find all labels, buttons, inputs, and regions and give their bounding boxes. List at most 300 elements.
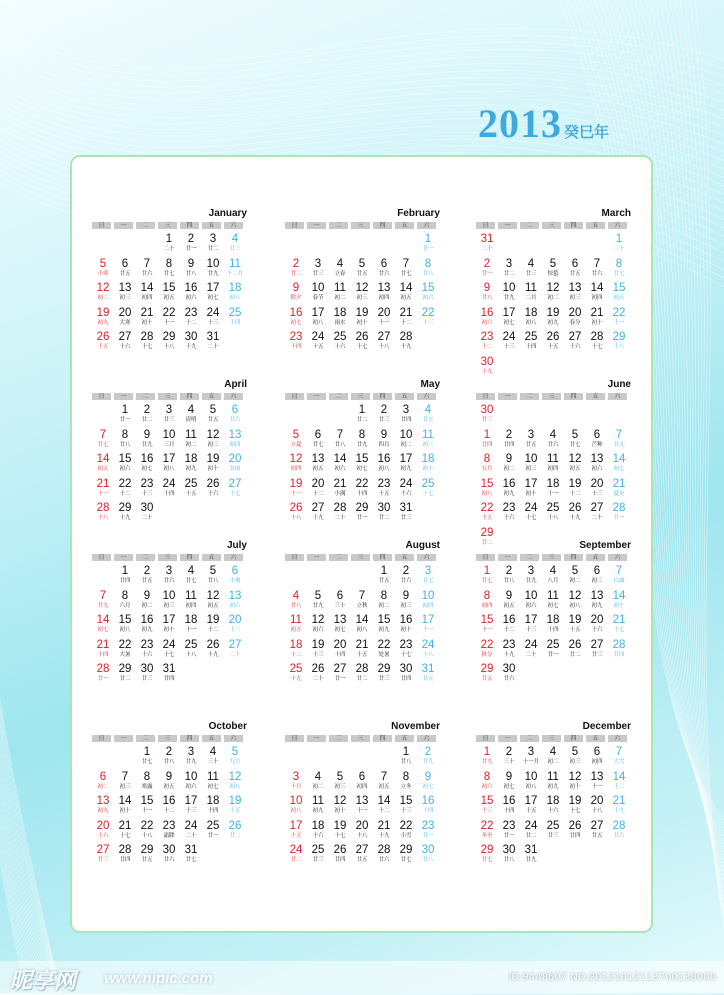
day-number: 13: [568, 282, 582, 294]
day-cell: [373, 429, 395, 454]
day-cell: [520, 453, 542, 478]
day-cell: [395, 307, 417, 332]
lunar-date: 廿一: [207, 832, 219, 839]
day-cell: [476, 331, 498, 356]
day-number: 20: [228, 453, 242, 465]
day-number: 12: [546, 282, 560, 294]
day-number: 12: [568, 453, 582, 465]
day-number: 24: [524, 819, 538, 832]
weekday-label: 三: [351, 554, 370, 561]
day-cell: [395, 565, 417, 590]
lunar-date: 十二: [503, 627, 515, 633]
day-number: 9: [505, 453, 513, 465]
day-number: 23: [502, 819, 516, 832]
lunar-date: 廿一: [97, 676, 109, 682]
weekday-label: 六: [608, 554, 627, 561]
day-cell: [395, 614, 417, 639]
day-number: 19: [228, 795, 242, 807]
day-cell: [285, 795, 307, 820]
day-number: 17: [524, 477, 538, 490]
day-cell: [520, 233, 542, 258]
lunar-date: 廿一: [503, 832, 515, 839]
day-number: 17: [502, 306, 516, 319]
lunar-date: 初十: [400, 627, 412, 633]
day-number: 17: [399, 453, 413, 465]
lunar-date: 廿七: [141, 759, 153, 765]
lunar-date: 廿五: [356, 857, 368, 863]
day-cell: [520, 478, 542, 503]
day-cell: [202, 258, 224, 283]
day-number: 3: [314, 257, 322, 270]
day-cell: [373, 282, 395, 307]
lunar-date: 白露: [613, 578, 625, 584]
day-number: 19: [333, 819, 347, 832]
day-number: 24: [162, 477, 176, 490]
lunar-date: 初十: [569, 783, 581, 790]
day-cell: [224, 282, 246, 307]
day-cell: [395, 746, 417, 771]
day-number: 11: [547, 453, 559, 465]
lunar-date: 初六: [229, 602, 241, 609]
day-cell: [329, 258, 351, 283]
day-cell: [608, 795, 630, 820]
lunar-date: 初八: [119, 627, 131, 633]
day-number: 18: [311, 819, 325, 832]
day-cell: [542, 453, 564, 478]
lunar-date: 十八: [613, 344, 625, 350]
day-cell: [373, 404, 395, 429]
day-number: 2: [505, 428, 513, 441]
day-cell: [180, 404, 202, 429]
day-cell: [285, 844, 307, 869]
day-cell: [158, 795, 180, 820]
day-cell: [498, 453, 520, 478]
day-number: 8: [165, 257, 173, 270]
lunar-date: 廿九: [97, 602, 109, 609]
lunar-date: 十三: [312, 651, 324, 658]
lunar-date: 初四: [591, 295, 603, 301]
day-number: 13: [590, 453, 604, 465]
day-number: 22: [377, 638, 391, 651]
lunar-date: 初五: [163, 295, 175, 301]
day-number: 21: [96, 638, 110, 651]
day-number: 11: [312, 795, 324, 807]
lunar-date: 廿七: [481, 857, 493, 863]
month-name: February: [397, 208, 440, 219]
day-cell: [307, 746, 329, 771]
lunar-date: 十六: [591, 627, 603, 633]
lunar-date: 二十: [163, 246, 175, 252]
day-number: 14: [612, 770, 626, 783]
lunar-date: 二十: [229, 651, 241, 658]
lunar-date: 除夕: [290, 295, 302, 301]
day-cell: [351, 502, 373, 527]
weekday-label: 六: [417, 393, 436, 400]
month-name: November: [391, 721, 440, 732]
weekday-label: 四: [373, 393, 392, 400]
lunar-date: 廿六: [400, 578, 412, 584]
weekday-label: 二: [136, 393, 155, 400]
lunar-date: 初七: [141, 466, 153, 472]
lunar-date: 初五: [290, 627, 302, 633]
day-cell: [520, 844, 542, 869]
day-cell: [498, 639, 520, 664]
day-number: 18: [289, 638, 303, 651]
lunar-date: 廿四: [481, 441, 493, 448]
day-cell: [564, 233, 586, 258]
day-number: 8: [615, 257, 623, 270]
day-cell: [351, 795, 373, 820]
day-number: 7: [143, 257, 151, 270]
day-number: 20: [96, 819, 110, 832]
day-cell: [329, 746, 351, 771]
day-cell: [395, 820, 417, 845]
day-number: 2: [292, 257, 300, 270]
day-number: 9: [165, 770, 173, 783]
weekday-label: 六: [608, 393, 627, 400]
day-number: 27: [118, 331, 132, 343]
lunar-date: 初二: [547, 295, 559, 301]
day-number: 16: [502, 795, 516, 807]
day-cell: [158, 331, 180, 356]
day-cell: [395, 429, 417, 454]
weekday-label: 四: [373, 222, 392, 229]
day-cell: [417, 590, 439, 615]
day-cell: [476, 795, 498, 820]
day-number: 2: [505, 746, 513, 758]
lunar-date: 初八: [525, 319, 537, 326]
lunar-date: 十八: [356, 832, 368, 839]
day-number: 14: [333, 453, 347, 465]
lunar-date: 廿六: [591, 270, 603, 277]
weekday-label: 一: [307, 554, 326, 561]
day-cell: [224, 233, 246, 258]
day-cell: [329, 282, 351, 307]
day-cell: [351, 429, 373, 454]
lunar-date: 廿八: [503, 857, 515, 863]
lunar-date: 二十: [207, 344, 219, 350]
day-number: 29: [480, 663, 494, 675]
weekday-label: 一: [498, 222, 517, 229]
day-cell: [114, 258, 136, 283]
day-number: 22: [421, 306, 435, 319]
day-cell: [329, 233, 351, 258]
lunar-date: 十七: [400, 651, 412, 658]
lunar-date: 十六: [312, 832, 324, 839]
weekday-label: 五: [202, 393, 221, 400]
day-number: 25: [206, 819, 220, 832]
lunar-date: 廿二: [229, 832, 241, 839]
lunar-date: 初六: [422, 295, 434, 301]
lunar-date: 初九: [378, 627, 390, 633]
day-cell: [351, 233, 373, 258]
day-cell: [586, 795, 608, 820]
lunar-date: 廿七: [185, 857, 197, 863]
day-cell: [180, 233, 202, 258]
day-cell: [114, 502, 136, 527]
day-number: 14: [377, 795, 391, 807]
month-name: September: [579, 540, 631, 551]
day-cell: [158, 404, 180, 429]
lunar-date: 初四: [378, 295, 390, 301]
day-number: 23: [502, 638, 516, 651]
day-number: 14: [399, 282, 413, 294]
day-cell: [351, 614, 373, 639]
lunar-date: 初五: [378, 783, 390, 790]
day-number: 13: [311, 453, 325, 465]
day-cell: [498, 478, 520, 503]
day-cell: [476, 771, 498, 796]
day-cell: [180, 307, 202, 332]
day-number: 26: [355, 331, 369, 343]
day-number: 4: [549, 746, 557, 758]
lunar-date: 三十: [207, 759, 219, 765]
lunar-date: 廿六: [163, 578, 175, 584]
day-cell: [395, 771, 417, 796]
day-number: 25: [184, 477, 198, 490]
year-title: [478, 100, 609, 147]
day-cell: [395, 331, 417, 356]
lunar-date: 十三: [141, 490, 153, 497]
day-cell: [136, 771, 158, 796]
lunar-date: 廿四: [503, 441, 515, 448]
weekday-label: 一: [307, 222, 326, 229]
day-number: 19: [96, 306, 110, 319]
lunar-date: 初二: [185, 441, 197, 448]
lunar-date: 廿六: [141, 270, 153, 277]
day-number: 27: [311, 502, 325, 514]
lunar-date: 十七: [119, 832, 131, 839]
lunar-date: 初七: [547, 602, 559, 609]
lunar-date: 初八: [569, 602, 581, 609]
day-number: 6: [99, 770, 107, 783]
lunar-date: 霜降: [163, 832, 175, 839]
day-cell: [285, 258, 307, 283]
month-name: December: [582, 721, 631, 732]
day-number: 19: [568, 477, 582, 490]
day-cell: [542, 590, 564, 615]
day-number: 21: [333, 477, 347, 490]
lunar-date: 初三: [400, 602, 412, 609]
day-cell: [329, 453, 351, 478]
day-cell: [202, 453, 224, 478]
day-number: 5: [549, 257, 557, 270]
day-cell: [520, 771, 542, 796]
day-cell: [224, 429, 246, 454]
lunar-date: 廿七: [400, 857, 412, 863]
day-number: 5: [314, 589, 322, 602]
day-number: 15: [612, 282, 626, 294]
lunar-date: 初二: [547, 759, 559, 765]
lunar-date: 十一: [163, 319, 175, 326]
day-number: 28: [96, 663, 110, 675]
lunar-date: 十八: [97, 515, 109, 521]
lunar-date: 十八: [591, 808, 603, 814]
lunar-date: 初七: [290, 319, 302, 326]
day-number: 30: [162, 844, 176, 856]
day-number: 22: [162, 306, 176, 319]
day-cell: [608, 429, 630, 454]
day-cell: [180, 565, 202, 590]
day-number: 27: [590, 819, 604, 832]
lunar-date: 十九: [290, 676, 302, 682]
lunar-date: 十四: [290, 344, 302, 350]
month-march: [476, 207, 631, 380]
lunar-date: 初二: [97, 783, 109, 790]
lunar-date: 十九: [312, 515, 324, 521]
day-number: 12: [289, 453, 303, 465]
month-name: August: [405, 540, 440, 551]
lunar-date: 三十: [334, 602, 346, 609]
month-april: [92, 378, 247, 527]
lunar-date: 初八: [229, 295, 241, 301]
day-number: 8: [483, 589, 491, 602]
day-cell: [158, 282, 180, 307]
month-name: May: [420, 379, 440, 390]
weekday-header: [92, 393, 247, 400]
day-cell: [158, 771, 180, 796]
day-cell: [373, 233, 395, 258]
lunar-date: 十一: [378, 319, 390, 326]
day-cell: [92, 307, 114, 332]
lunar-date: 初二: [334, 295, 346, 301]
day-number: 14: [612, 453, 626, 465]
day-cell: [351, 453, 373, 478]
day-number: 11: [334, 282, 346, 294]
day-cell: [114, 614, 136, 639]
day-cell: [224, 307, 246, 332]
day-cell: [586, 820, 608, 845]
lunar-date: 廿三: [378, 676, 390, 682]
lunar-date: 廿八: [422, 270, 434, 277]
day-cell: [114, 639, 136, 664]
day-cell: [395, 590, 417, 615]
lunar-date: 廿四: [119, 857, 131, 863]
day-cell: [285, 746, 307, 771]
day-cell: [586, 282, 608, 307]
day-cell: [329, 307, 351, 332]
lunar-date: 大寒: [119, 319, 131, 326]
day-number: 2: [483, 257, 491, 270]
lunar-date: 十九: [207, 651, 219, 658]
day-cell: [542, 307, 564, 332]
day-cell: [285, 565, 307, 590]
day-number: 11: [185, 589, 197, 602]
day-cell: [498, 404, 520, 429]
day-cell: [520, 590, 542, 615]
lunar-date: 十七: [141, 344, 153, 350]
day-cell: [136, 502, 158, 527]
day-number: 26: [546, 331, 560, 343]
lunar-date: 五月: [481, 466, 493, 472]
day-cell: [202, 233, 224, 258]
lunar-date: 廿九: [503, 295, 515, 301]
lunar-date: 廿一: [356, 515, 368, 521]
lunar-date: 谷雨: [229, 466, 241, 472]
day-grid: [285, 565, 440, 688]
day-number: 10: [206, 257, 220, 270]
day-number: 7: [336, 428, 344, 441]
lunar-date: 初二: [97, 295, 109, 301]
lunar-date: 初十: [591, 319, 603, 326]
day-cell: [608, 282, 630, 307]
day-number: 13: [333, 614, 347, 626]
day-number: 2: [143, 404, 151, 416]
lunar-date: 廿八: [185, 270, 197, 277]
weekday-label: 六: [224, 554, 243, 561]
lunar-date: 初三: [525, 466, 537, 472]
day-number: 5: [231, 746, 239, 758]
day-cell: [224, 795, 246, 820]
day-cell: [114, 478, 136, 503]
day-number: 8: [483, 770, 491, 783]
day-cell: [586, 331, 608, 356]
day-number: 25: [546, 638, 560, 651]
lunar-date: 十九: [503, 651, 515, 658]
day-cell: [114, 844, 136, 869]
day-number: 30: [502, 663, 516, 675]
day-cell: [136, 233, 158, 258]
lunar-date: 初二: [312, 783, 324, 790]
day-cell: [92, 820, 114, 845]
day-cell: [373, 502, 395, 527]
weekday-label: 二: [136, 554, 155, 561]
lunar-date: 初九: [141, 627, 153, 633]
lunar-date: 芒种: [591, 441, 603, 448]
day-number: 8: [380, 589, 388, 602]
day-cell: [136, 746, 158, 771]
day-cell: [92, 565, 114, 590]
day-cell: [586, 258, 608, 283]
day-number: 26: [311, 663, 325, 675]
day-number: 2: [187, 233, 195, 245]
day-cell: [586, 478, 608, 503]
weekday-label: 二: [329, 222, 348, 229]
day-number: 4: [209, 746, 217, 758]
day-cell: [498, 771, 520, 796]
day-number: 27: [377, 331, 391, 343]
lunar-date: 初二: [141, 602, 153, 609]
lunar-date: 小满: [334, 490, 346, 497]
day-number: 22: [399, 819, 413, 832]
lunar-date: 廿三: [312, 270, 324, 277]
day-cell: [285, 331, 307, 356]
lunar-date: 廿七: [163, 270, 175, 277]
day-number: 23: [377, 477, 391, 490]
lunar-date: 初七: [334, 627, 346, 633]
lunar-date: 十七: [422, 490, 434, 497]
day-grid: [476, 233, 631, 380]
day-number: 31: [524, 844, 538, 856]
lunar-date: 廿四: [119, 578, 131, 584]
day-cell: [136, 614, 158, 639]
day-cell: [158, 663, 180, 688]
day-cell: [307, 844, 329, 869]
weekday-label: 四: [373, 735, 392, 742]
day-number: 8: [143, 770, 151, 783]
lunar-date: 廿二: [503, 270, 515, 277]
day-number: 30: [502, 844, 516, 856]
day-cell: [136, 795, 158, 820]
lunar-date: 廿八: [290, 602, 302, 609]
day-number: 11: [290, 614, 302, 626]
day-number: 9: [380, 428, 388, 441]
lunar-date: 廿八: [422, 857, 434, 863]
day-number: 1: [424, 233, 432, 245]
day-cell: [351, 282, 373, 307]
lunar-date: 三十: [503, 759, 515, 765]
month-august: [285, 539, 440, 688]
